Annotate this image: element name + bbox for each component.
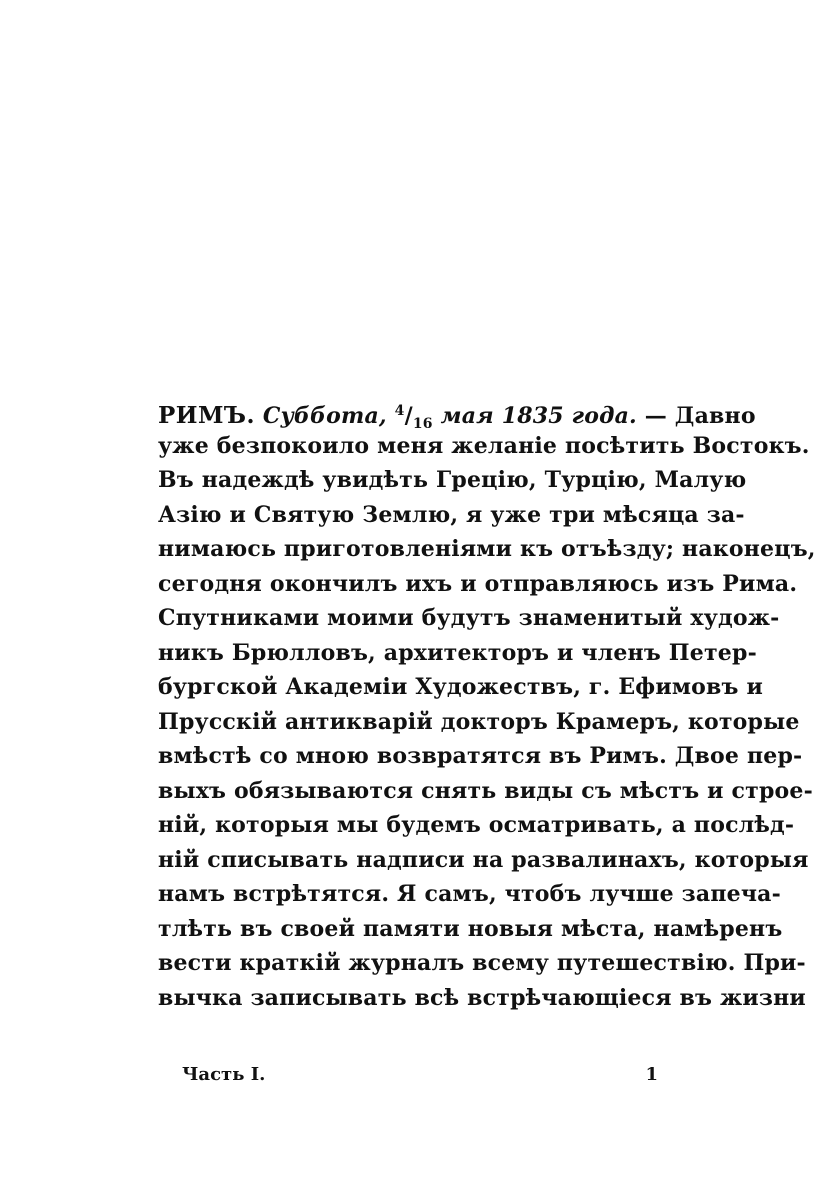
text-line: уже безпокоило меня желаніе посѣтить Востокъ. <box>158 432 810 459</box>
place-heading: РИМЪ. <box>158 402 255 429</box>
date-heading <box>262 403 637 432</box>
heading-lead-text: — Давно <box>644 403 756 429</box>
text-line: ній списывать надписи на развалинахъ, которыя <box>158 846 809 873</box>
text-line: сегодня окончилъ ихъ и отправляюсь изъ Рима. <box>158 570 798 597</box>
text-line: намъ встрѣтятся. Я самъ, чтобъ лучше запеча- <box>158 881 781 907</box>
text-line: выхъ обязываются снять виды съ мѣстъ и строе- <box>158 777 813 804</box>
date-suffix: мая 1835 года. <box>440 403 637 429</box>
text-line: нимаюсь приготовленіями къ отъѣзду; наконецъ, <box>158 536 816 562</box>
text-line: вести краткій журналъ всему путешествію. При- <box>158 950 806 976</box>
heading-line <box>158 394 756 432</box>
page-number: 1 <box>645 1064 658 1085</box>
text-line: бургской Академіи Художествъ, г. Ефимовъ и <box>158 674 763 700</box>
date-fraction-slash: / <box>404 403 413 429</box>
text-line: тлѣть въ своей памяти новыя мѣста, намѣренъ <box>158 915 783 942</box>
text-line: никъ Брюлловъ, архитекторъ и членъ Петер- <box>158 639 757 666</box>
page-footer <box>182 1064 658 1092</box>
text-line: ній, которыя мы будемъ осматривать, а послѣд- <box>158 812 795 838</box>
text-line: Въ надеждѣ увидѣть Грецію, Турцію, Малую <box>158 467 747 493</box>
text-line: Азію и Святую Землю, я уже три мѣсяца за- <box>158 501 745 528</box>
body-text <box>158 394 816 1015</box>
part-label: Часть I. <box>182 1064 266 1085</box>
date-fraction-denominator: 16 <box>412 416 433 432</box>
text-line: Спутниками моими будутъ знаменитый худож- <box>158 605 780 631</box>
text-line: Прусскій антикварій докторъ Крамеръ, которые <box>158 708 800 735</box>
date-prefix: Суббота, <box>262 403 387 429</box>
text-line: вычка записывать всѣ встрѣчающіеся въ жизни <box>158 984 806 1011</box>
text-line: вмѣстѣ со мною возвратятся въ Римъ. Двое пер- <box>158 743 803 769</box>
date-fraction-numerator: 4 <box>394 403 405 419</box>
